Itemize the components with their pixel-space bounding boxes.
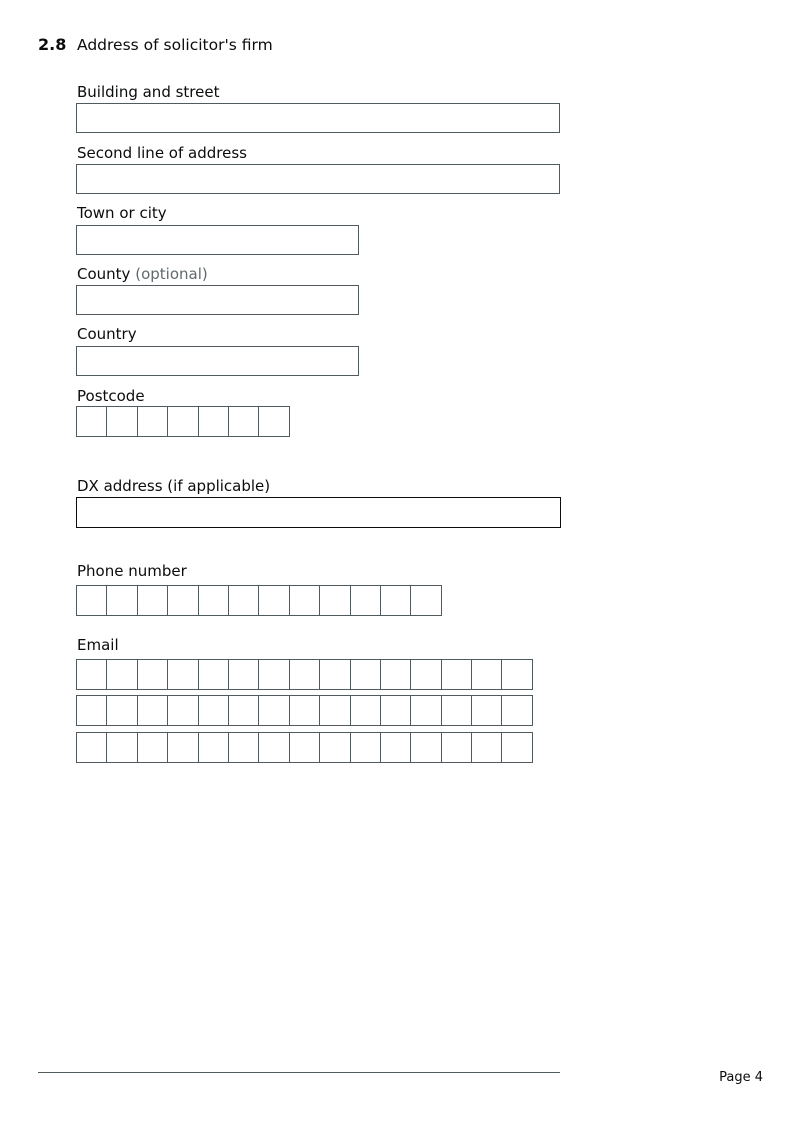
town-city-input[interactable] — [76, 225, 359, 255]
country-input[interactable] — [76, 346, 359, 376]
phone-digit-box[interactable] — [320, 585, 350, 616]
email-character-box[interactable] — [381, 695, 411, 726]
section-title: Address of solicitor's firm — [77, 36, 273, 54]
phone-digit-box[interactable] — [77, 585, 107, 616]
email-boxes-row-1[interactable] — [76, 659, 533, 690]
email-character-box[interactable] — [320, 659, 350, 690]
email-character-box[interactable] — [168, 659, 198, 690]
email-character-box[interactable] — [472, 732, 502, 763]
email-character-box[interactable] — [351, 732, 381, 763]
email-character-box[interactable] — [290, 659, 320, 690]
email-character-box[interactable] — [259, 659, 289, 690]
phone-digit-box[interactable] — [107, 585, 137, 616]
building-street-label: Building and street — [77, 83, 220, 101]
email-character-box[interactable] — [442, 732, 472, 763]
phone-digit-box[interactable] — [381, 585, 411, 616]
county-optional-hint: (optional) — [135, 265, 208, 283]
email-character-box[interactable] — [107, 695, 137, 726]
second-line-input[interactable] — [76, 164, 560, 194]
phone-digit-box[interactable] — [229, 585, 259, 616]
email-character-box[interactable] — [168, 695, 198, 726]
country-label: Country — [77, 325, 137, 343]
postcode-character-box[interactable] — [199, 406, 229, 437]
email-character-box[interactable] — [351, 695, 381, 726]
email-character-box[interactable] — [442, 659, 472, 690]
email-character-box[interactable] — [199, 732, 229, 763]
email-character-box[interactable] — [351, 659, 381, 690]
phone-number-label: Phone number — [77, 562, 187, 580]
email-character-box[interactable] — [259, 695, 289, 726]
footer-divider — [38, 1072, 560, 1073]
phone-digit-box[interactable] — [138, 585, 168, 616]
phone-digit-box[interactable] — [259, 585, 289, 616]
postcode-character-box[interactable] — [168, 406, 198, 437]
email-character-box[interactable] — [229, 659, 259, 690]
email-character-box[interactable] — [442, 695, 472, 726]
email-character-box[interactable] — [199, 659, 229, 690]
section-number: 2.8 — [38, 35, 67, 54]
phone-digit-box[interactable] — [411, 585, 441, 616]
email-character-box[interactable] — [259, 732, 289, 763]
email-character-box[interactable] — [290, 732, 320, 763]
dx-address-input[interactable] — [76, 497, 561, 528]
email-character-box[interactable] — [199, 695, 229, 726]
phone-digit-box[interactable] — [290, 585, 320, 616]
email-character-box[interactable] — [411, 659, 441, 690]
second-line-label: Second line of address — [77, 144, 247, 162]
postcode-boxes[interactable] — [76, 406, 290, 437]
email-character-box[interactable] — [320, 695, 350, 726]
email-character-box[interactable] — [168, 732, 198, 763]
email-character-box[interactable] — [502, 732, 532, 763]
email-boxes-row-3[interactable] — [76, 732, 533, 763]
email-character-box[interactable] — [229, 732, 259, 763]
email-character-box[interactable] — [290, 695, 320, 726]
email-character-box[interactable] — [229, 695, 259, 726]
phone-digit-box[interactable] — [168, 585, 198, 616]
email-character-box[interactable] — [138, 732, 168, 763]
phone-number-boxes[interactable] — [76, 585, 442, 616]
email-boxes-row-2[interactable] — [76, 695, 533, 726]
email-character-box[interactable] — [77, 695, 107, 726]
postcode-character-box[interactable] — [259, 406, 289, 437]
email-character-box[interactable] — [411, 695, 441, 726]
dx-address-label: DX address (if applicable) — [77, 477, 271, 495]
phone-digit-box[interactable] — [199, 585, 229, 616]
page-number: Page 4 — [719, 1070, 763, 1085]
email-character-box[interactable] — [472, 659, 502, 690]
town-city-label: Town or city — [77, 204, 167, 222]
email-label: Email — [77, 636, 119, 654]
email-character-box[interactable] — [381, 659, 411, 690]
email-character-box[interactable] — [411, 732, 441, 763]
email-character-box[interactable] — [381, 732, 411, 763]
postcode-character-box[interactable] — [77, 406, 107, 437]
county-label — [77, 264, 208, 284]
email-character-box[interactable] — [77, 659, 107, 690]
postcode-label: Postcode — [77, 387, 145, 405]
email-character-box[interactable] — [107, 732, 137, 763]
email-character-box[interactable] — [138, 659, 168, 690]
email-character-box[interactable] — [107, 659, 137, 690]
phone-digit-box[interactable] — [351, 585, 381, 616]
email-character-box[interactable] — [138, 695, 168, 726]
county-input[interactable] — [76, 285, 359, 315]
email-character-box[interactable] — [77, 732, 107, 763]
email-character-box[interactable] — [472, 695, 502, 726]
email-character-box[interactable] — [502, 659, 532, 690]
postcode-character-box[interactable] — [107, 406, 137, 437]
county-label-text: County — [77, 265, 131, 283]
postcode-character-box[interactable] — [229, 406, 259, 437]
postcode-character-box[interactable] — [138, 406, 168, 437]
email-character-box[interactable] — [502, 695, 532, 726]
email-character-box[interactable] — [320, 732, 350, 763]
building-street-input[interactable] — [76, 103, 560, 133]
